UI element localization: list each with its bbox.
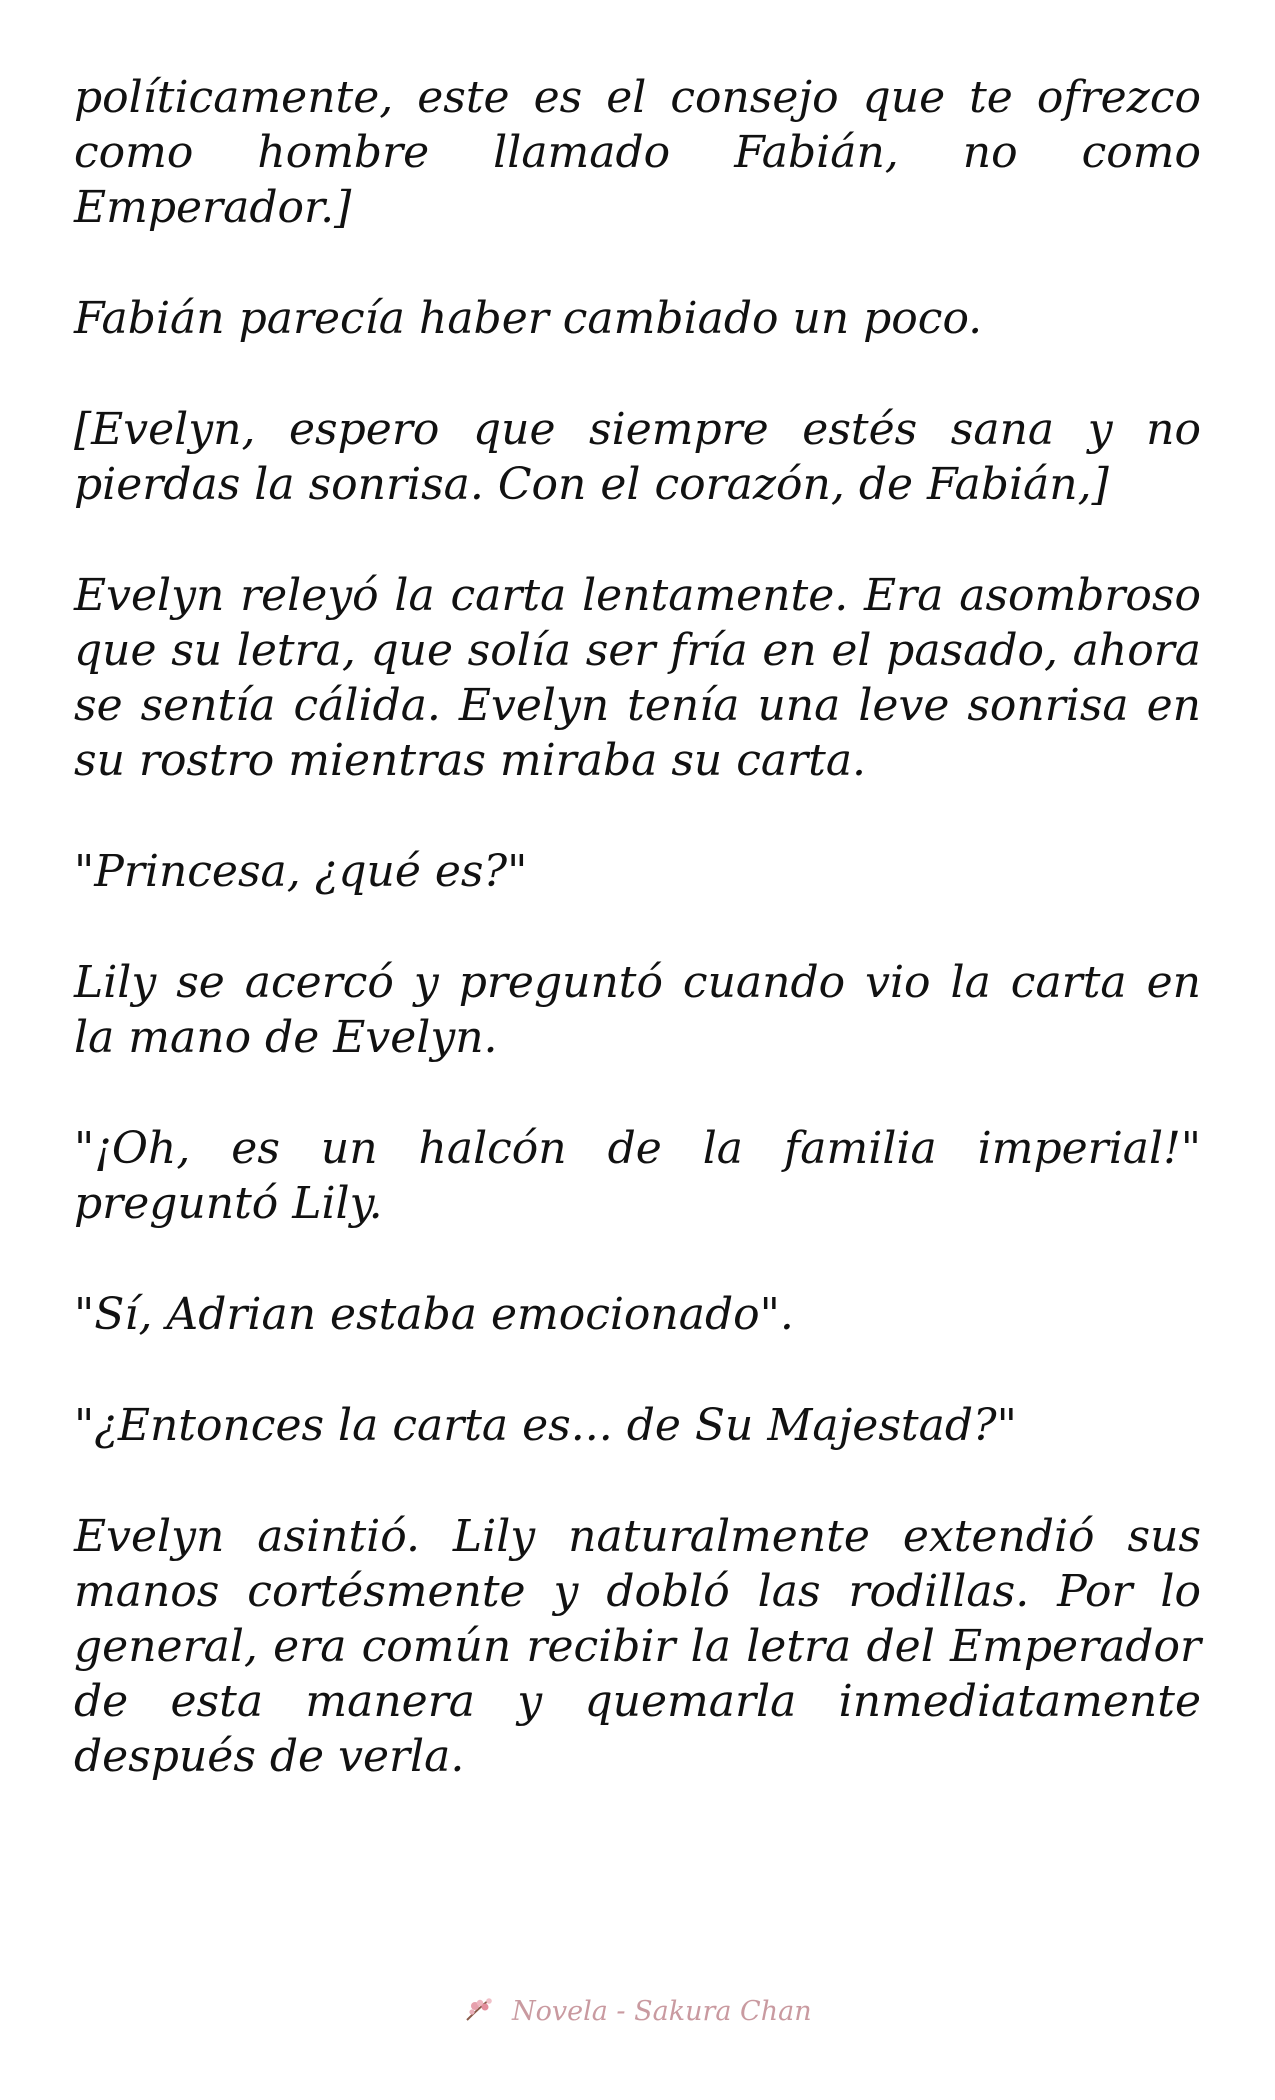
watermark-text: Novela - Sakura Chan xyxy=(511,1996,812,2027)
paragraph-9: "¿Entonces la carta es... de Su Majestad?" xyxy=(74,1400,1017,1451)
watermark xyxy=(0,1994,1275,2031)
paragraph-10: Evelyn asintió. Lily naturalmente extendió sus manos cortésmente y dobló las rodillas. Por lo general, era común recibir la letra del Emperador de esta manera y quemarla inmediatamente después de verla. xyxy=(74,1511,1201,1782)
paragraph-3: [Evelyn, espero que siempre estés sana y no pierdas la sonrisa. Con el corazón, de Fabián,] xyxy=(74,404,1201,510)
sakura-flower-icon xyxy=(463,1994,497,2031)
document-page xyxy=(74,70,1201,1840)
paragraph-1: políticamente, este es el consejo que te ofrezco como hombre llamado Fabián, no como Emperador.] xyxy=(74,72,1201,233)
paragraph-6: Lily se acercó y preguntó cuando vio la carta en la mano de Evelyn. xyxy=(74,957,1201,1063)
paragraph-4: Evelyn releyó la carta lentamente. Era asombroso que su letra, que solía ser fría en el pasado, ahora se sentía cálida. Evelyn tenía una leve sonrisa en su rostro mientras miraba su carta. xyxy=(74,570,1201,786)
paragraph-2: Fabián parecía haber cambiado un poco. xyxy=(74,293,983,344)
paragraph-7: "¡Oh, es un halcón de la familia imperial!" preguntó Lily. xyxy=(74,1123,1201,1229)
paragraph-8: "Sí, Adrian estaba emocionado". xyxy=(74,1289,794,1340)
paragraph-5: "Princesa, ¿qué es?" xyxy=(74,846,528,897)
